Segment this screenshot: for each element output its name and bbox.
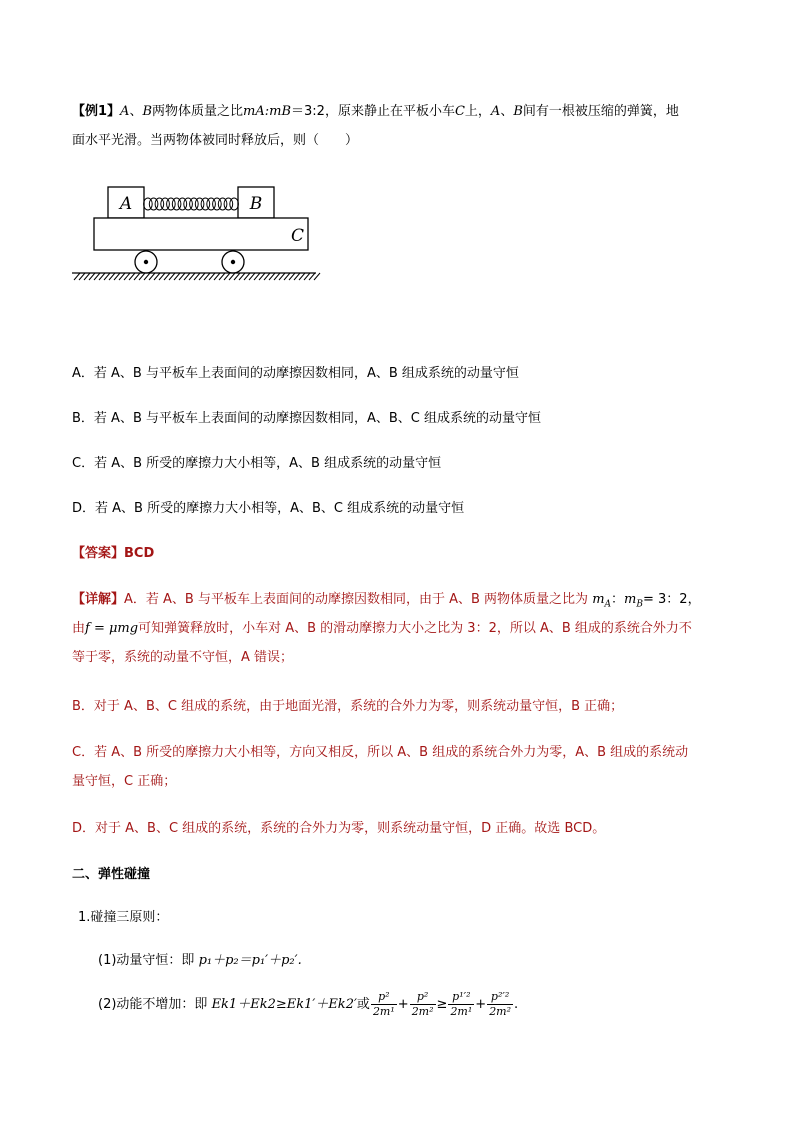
option-a: A．若 A、B 与平板车上表面间的动摩擦因数相同，A、B 组成系统的动量守恒: [72, 366, 519, 381]
hatch-line: [219, 273, 225, 280]
rule-1: (1)动量守恒：即 p₁＋p₂＝p₁′＋p₂′.: [98, 953, 302, 968]
hatch-line: [229, 273, 235, 280]
section-title: 二、弹性碰撞: [72, 867, 151, 882]
hatch-line: [134, 273, 140, 280]
hatch-line: [214, 273, 220, 280]
hatch-line: [209, 273, 215, 280]
fraction-2: $\frac{\text{p²}}{\text{2m²}}$: [411, 990, 434, 1018]
hatch-line: [74, 273, 80, 280]
hatch-line: [119, 273, 125, 280]
detail-p3-line2: 量守恒，C 正确；: [72, 774, 177, 789]
hatch-line: [169, 273, 175, 280]
hatch-line: [309, 273, 315, 280]
hatch-line: [304, 273, 310, 280]
spring: [144, 198, 239, 210]
momentum-equation: p₁＋p₂＝p₁′＋p₂′.: [198, 953, 302, 968]
hatch-line: [204, 273, 210, 280]
hatch-line: [244, 273, 250, 280]
option-b: B．若 A、B 与平板车上表面间的动摩擦因数相同，A、B、C 组成系统的动量守恒: [72, 411, 542, 426]
hatch-line: [99, 273, 105, 280]
hatch-line: [109, 273, 115, 280]
hatch-line: [239, 273, 245, 280]
detail-p1-line3: 等于零，系统的动量不守恒，A 错误；: [72, 650, 294, 665]
detail-p1-line2: 由f = μmg可知弹簧释放时，小车对 A、B 的滑动摩擦力大小之比为 3：2，所以 A、B 组成的系统合外力不: [72, 621, 692, 636]
hatch-line: [124, 273, 130, 280]
hatch-line: [144, 273, 150, 280]
hatch-line: [194, 273, 200, 280]
hatch-line: [104, 273, 110, 280]
hatch-line: [154, 273, 160, 280]
hatch-line: [249, 273, 255, 280]
hatch-line: [259, 273, 265, 280]
hatch-line: [84, 273, 90, 280]
hatch-line: [234, 273, 240, 280]
detail-p3-line1: C．若 A、B 所受的摩擦力大小相等，方向又相反，所以 A、B 组成的系统合外力为零，A、B 组成的系统动: [72, 745, 689, 760]
block-a-label: A: [119, 194, 133, 214]
hatch-line: [79, 273, 85, 280]
hatch-line: [254, 273, 260, 280]
collision-principles: 1.碰撞三原则：: [78, 910, 169, 925]
detail-p2: B．对于 A、B、C 组成的系统，由于地面光滑，系统的合外力为零，则系统动量守恒，B 正确；: [72, 699, 624, 714]
mass-ratio: mA:mB: [243, 104, 292, 119]
hatch-line: [299, 273, 305, 280]
cart-label: C: [291, 226, 305, 246]
question-line-1: 【例1】A、B两物体质量之比mA:mB＝3:2，原来静止在平板小车C上，A、B间有一根被压缩的弹簧，地: [72, 104, 679, 119]
option-d: D．若 A、B 所受的摩擦力大小相等，A、B、C 组成系统的动量守恒: [72, 501, 465, 516]
ground-hatch: [74, 273, 320, 280]
fraction-3: $\frac{\text{p¹′²}}{\text{2m¹}}$: [450, 990, 473, 1018]
hatch-line: [89, 273, 95, 280]
question-tag: 【例1】: [72, 104, 121, 119]
rule-2: (2)动能不增加：即 Ek1＋Ek2≥Ek1′＋Ek2′或 $\frac{\text{p²}}{\text{2m¹}}$ + $\frac{\text{p²}}{\text{2m²}}$ ≥ $\frac{\text{p¹′²}}{\text{2m¹}}$ + $\frac{\text{p²′²}}{\text{2m²}}$ .: [98, 990, 519, 1018]
hatch-line: [289, 273, 295, 280]
hatch-line: [184, 273, 190, 280]
cart-spring-figure: [68, 178, 328, 288]
hatch-line: [274, 273, 280, 280]
hatch-line: [279, 273, 285, 280]
block-b-label: B: [249, 194, 263, 214]
fraction-4: $\frac{\text{p²′²}}{\text{2m²}}$: [489, 990, 512, 1018]
option-c: C．若 A、B 所受的摩擦力大小相等，A、B 组成系统的动量守恒: [72, 456, 442, 471]
answer-line: [72, 544, 154, 564]
fraction-1: $\frac{\text{p²}}{\text{2m¹}}$: [372, 990, 395, 1018]
hatch-line: [159, 273, 165, 280]
hatch-line: [129, 273, 135, 280]
hatch-line: [139, 273, 145, 280]
detail-tag: 【详解】: [72, 592, 125, 607]
hatch-line: [114, 273, 120, 280]
hatch-line: [179, 273, 185, 280]
hatch-line: [199, 273, 205, 280]
wheel-left-axle: [144, 260, 148, 264]
question-line-2: 面水平光滑。当两物体被同时释放后，则（ ）: [72, 133, 359, 148]
wheel-right-axle: [231, 260, 235, 264]
hatch-line: [94, 273, 100, 280]
hatch-line: [294, 273, 300, 280]
spring-coil: [230, 198, 239, 210]
detail-p1-line1: 【详解】A．若 A、B 与平板车上表面间的动摩擦因数相同，由于 A、B 两物体质量之比为 $m_A$：$m_B= 3$：2，: [72, 592, 701, 610]
hatch-line: [189, 273, 195, 280]
hatch-line: [269, 273, 275, 280]
hatch-line: [149, 273, 155, 280]
answer-tag: 【答案】: [72, 546, 125, 561]
detail-p4: D．对于 A、B、C 组成的系统，系统的合外力为零，则系统动量守恒，D 正确。故选 BCD。: [72, 821, 606, 836]
cart-body: [94, 218, 308, 250]
hatch-line: [284, 273, 290, 280]
answer-value: BCD: [124, 546, 155, 561]
hatch-line: [264, 273, 270, 280]
energy-inequality: Ek1＋Ek2≥Ek1′＋Ek2′: [211, 997, 357, 1012]
hatch-line: [174, 273, 180, 280]
hatch-line: [314, 273, 320, 280]
hatch-line: [164, 273, 170, 280]
hatch-line: [224, 273, 230, 280]
friction-formula: f = μmg: [85, 621, 139, 636]
